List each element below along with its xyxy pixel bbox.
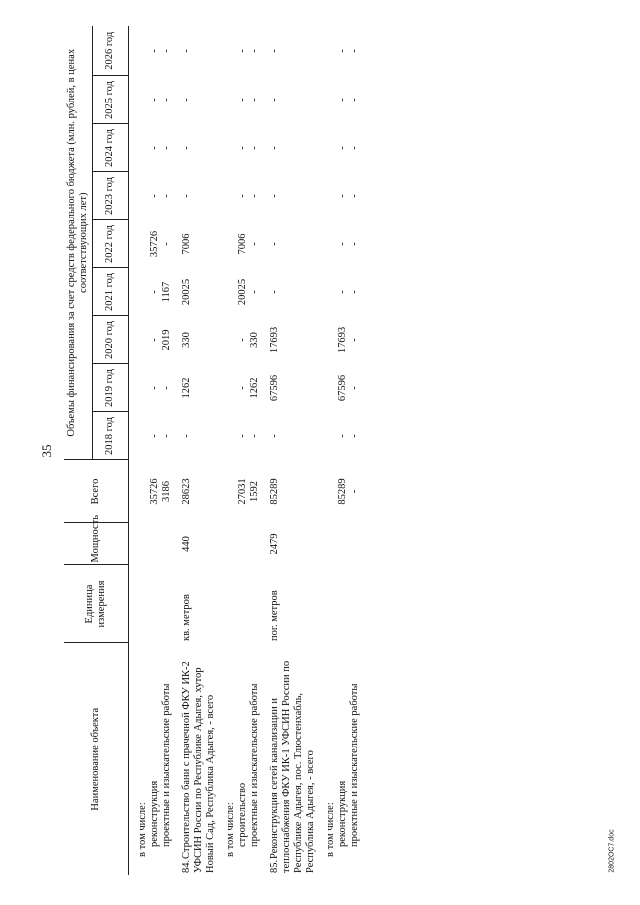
cell-year-value: 7006 [180, 233, 192, 255]
cell-year-value: - [337, 98, 349, 102]
cell-year-value: - [148, 98, 160, 102]
cell-year-value: - [337, 290, 349, 294]
cell-capacity [249, 523, 261, 565]
funding-table [64, 26, 362, 875]
cell-year-value [128, 124, 149, 172]
cell-year-value [317, 412, 337, 460]
cell-year-value: - [249, 49, 260, 53]
cell-year-value: - [236, 98, 248, 102]
cell-unit [237, 565, 249, 643]
header-unit: Единица измерения [64, 565, 128, 643]
cell-year-value [217, 268, 237, 316]
header-capacity: Мощность [64, 523, 128, 565]
header-year: 2025 год [92, 76, 128, 124]
cell-year-value [217, 124, 237, 172]
cell-year-value: - [148, 194, 160, 198]
cell-year-value [217, 76, 237, 124]
cell-name [128, 643, 149, 875]
cell-year-value: - [349, 386, 361, 390]
cell-year-value: - [349, 434, 361, 438]
table-row [173, 26, 217, 875]
cell-year-value: - [269, 49, 281, 53]
cell-year-value: - [148, 146, 160, 150]
cell-unit [349, 565, 361, 643]
cell-year-value: - [160, 194, 172, 198]
header-year: 2021 год [92, 268, 128, 316]
header-total: Всего [64, 460, 128, 523]
cell-year-value: - [249, 146, 260, 150]
cell-year-value [317, 364, 337, 412]
cell-year-value: 1262 [180, 377, 192, 399]
cell-year-value: - [349, 49, 361, 53]
cell-year-value: 20025 [236, 278, 248, 306]
cell-year-value: 1167 [160, 281, 172, 303]
cell-total: 3186 [160, 481, 172, 502]
cell-year-value: - [160, 98, 172, 102]
cell-year-value: 20025 [180, 278, 192, 306]
cell-year-value: - [180, 49, 192, 53]
cell-year-value [128, 220, 149, 268]
cell-year-value [317, 124, 337, 172]
cell-year-value: - [160, 242, 172, 246]
cell-name [173, 643, 217, 875]
page-number: 35 [39, 444, 54, 458]
cell-total: 35726 [148, 478, 160, 505]
cell-year-value: - [269, 146, 281, 150]
object-name: проектные и изыскательские работы [160, 683, 172, 847]
cell-year-value: - [236, 194, 248, 198]
cell-year-value: - [349, 242, 361, 246]
cell-year-value: - [269, 98, 281, 102]
cell-name [237, 643, 249, 875]
cell-year-value: - [180, 434, 192, 438]
cell-year-value [217, 220, 237, 268]
cell-capacity [128, 523, 149, 565]
table-row [237, 26, 249, 875]
object-name: реконструкция [148, 780, 160, 847]
object-name: проектные и изыскательские работы [349, 683, 361, 847]
cell-year-value: - [160, 146, 172, 150]
table-row [337, 26, 349, 875]
cell-year-value: - [337, 194, 349, 198]
cell-capacity [149, 523, 161, 565]
cell-year-value: - [337, 146, 349, 150]
cell-year-value: - [349, 146, 361, 150]
cell-name [317, 643, 337, 875]
object-name: в том числе: [224, 802, 236, 857]
object-name: в том числе: [325, 802, 337, 857]
header-year: 2023 год [92, 172, 128, 220]
cell-unit [217, 565, 237, 643]
cell-year-value [317, 316, 337, 364]
cell-year-value: - [249, 290, 260, 294]
cell-total [317, 460, 337, 523]
cell-unit [128, 565, 149, 643]
header-year: 2026 год [92, 26, 128, 76]
header-year: 2019 год [92, 364, 128, 412]
cell-year-value: - [337, 49, 349, 53]
cell-year-value: - [337, 242, 349, 246]
cell-year-value [317, 76, 337, 124]
cell-year-value [217, 316, 237, 364]
cell-year-value: - [349, 290, 361, 294]
cell-year-value [128, 26, 149, 76]
header-year: 2024 год [92, 124, 128, 172]
table-row [161, 26, 173, 875]
cell-year-value: - [236, 434, 248, 438]
cell-year-value [128, 316, 149, 364]
object-name: строительство [236, 782, 248, 847]
cell-total: 85289 [269, 478, 281, 505]
cell-unit: кв. метров [180, 594, 192, 641]
cell-year-value: - [249, 98, 260, 102]
rotated-table-container [64, 30, 624, 875]
cell-year-value: - [349, 338, 361, 342]
cell-year-value: 2019 [160, 329, 172, 351]
cell-year-value: - [269, 242, 281, 246]
cell-unit [337, 565, 349, 643]
cell-year-value: 1262 [249, 377, 260, 399]
cell-year-value: 35726 [148, 230, 160, 258]
object-name: Реконструкция сетей канализации и теплоснабжения ФКУ ИК-1 УФСИН России по Республике Адыгея, пос. Тлюстенхабль, Республика Адыгея, - всего [269, 660, 317, 873]
header-year: 2018 год [92, 412, 128, 460]
cell-capacity [217, 523, 237, 565]
cell-name [261, 643, 317, 875]
cell-year-value: - [180, 98, 192, 102]
cell-year-value: - [148, 386, 160, 390]
table-row [149, 26, 161, 875]
cell-year-value: 17693 [269, 326, 281, 354]
table-row [249, 26, 261, 875]
cell-year-value: 67596 [269, 374, 281, 402]
header-name: Наименование объекта [64, 643, 128, 875]
cell-year-value: 17693 [337, 326, 349, 354]
cell-year-value: - [160, 386, 172, 390]
cell-year-value: 67596 [337, 374, 349, 402]
table-row [261, 26, 317, 875]
cell-total [217, 460, 237, 523]
cell-year-value [128, 364, 149, 412]
cell-year-value: - [148, 290, 160, 294]
header-funding: Объемы финансирования за счет средств федерального бюджета (млн. рублей, в ценах соответствующих лет) [64, 26, 92, 460]
cell-year-value [217, 364, 237, 412]
cell-year-value: - [148, 49, 160, 53]
cell-year-value [217, 412, 237, 460]
cell-capacity [349, 523, 361, 565]
cell-year-value: - [349, 194, 361, 198]
cell-year-value: - [269, 194, 281, 198]
cell-year-value: - [236, 386, 248, 390]
cell-year-value [217, 172, 237, 220]
header-year: 2022 год [92, 220, 128, 268]
item-number: 84. [180, 859, 192, 873]
cell-year-value: - [180, 194, 192, 198]
cell-year-value: - [236, 146, 248, 150]
cell-total: 1592 [249, 481, 260, 502]
cell-year-value [217, 26, 237, 76]
cell-year-value: 330 [180, 332, 192, 348]
table-row [128, 26, 149, 875]
cell-year-value: - [236, 49, 248, 53]
cell-total: - [349, 489, 361, 494]
cell-year-value: - [148, 434, 160, 438]
cell-year-value [128, 76, 149, 124]
object-name: реконструкция [337, 780, 349, 847]
item-number: 85. [269, 859, 281, 873]
cell-year-value [128, 268, 149, 316]
cell-year-value: - [160, 434, 172, 438]
cell-total: 27031 [236, 478, 248, 505]
cell-year-value [128, 172, 149, 220]
cell-year-value: - [180, 146, 192, 150]
cell-year-value [317, 268, 337, 316]
cell-capacity: 2479 [269, 533, 281, 555]
cell-year-value [317, 172, 337, 220]
cell-name [337, 643, 349, 875]
cell-unit: пог. метров [269, 590, 281, 641]
cell-year-value: - [269, 434, 281, 438]
cell-name [249, 643, 261, 875]
cell-year-value [317, 26, 337, 76]
cell-year-value: - [249, 194, 260, 198]
cell-capacity [317, 523, 337, 565]
object-name: Строительство бани с прачечной ФКУ ИК-2 УФСИН России по Республике Адыгея, хутор Новый Сад, Республика Адыгея, - всего [180, 661, 216, 873]
cell-capacity [237, 523, 249, 565]
cell-year-value: - [249, 242, 260, 246]
cell-year-value [317, 220, 337, 268]
cell-unit [249, 565, 261, 643]
cell-year-value: - [236, 338, 248, 342]
cell-year-value: 7006 [236, 233, 248, 255]
cell-year-value: - [148, 338, 160, 342]
cell-capacity: 440 [180, 536, 192, 552]
cell-name [149, 643, 161, 875]
cell-unit [149, 565, 161, 643]
cell-name [349, 643, 361, 875]
cell-unit [161, 565, 173, 643]
table-row [217, 26, 237, 875]
cell-capacity [161, 523, 173, 565]
cell-year-value: - [337, 434, 349, 438]
cell-total: 85289 [337, 478, 349, 505]
object-name: проектные и изыскательские работы [249, 683, 260, 847]
object-name: в том числе: [136, 802, 148, 857]
cell-year-value: 330 [249, 332, 260, 348]
cell-year-value: - [349, 98, 361, 102]
document-code: 2802ОС7.doc [608, 829, 616, 873]
cell-name [161, 643, 173, 875]
cell-total: 28623 [180, 478, 192, 505]
cell-year-value: - [160, 49, 172, 53]
cell-capacity [337, 523, 349, 565]
table-body [128, 26, 362, 875]
cell-year-value [128, 412, 149, 460]
cell-name [217, 643, 237, 875]
table-row [317, 26, 337, 875]
cell-year-value: - [249, 434, 260, 438]
cell-year-value: - [269, 290, 281, 294]
header-year: 2020 год [92, 316, 128, 364]
cell-unit [317, 565, 337, 643]
table-row [349, 26, 361, 875]
cell-total [128, 460, 149, 523]
